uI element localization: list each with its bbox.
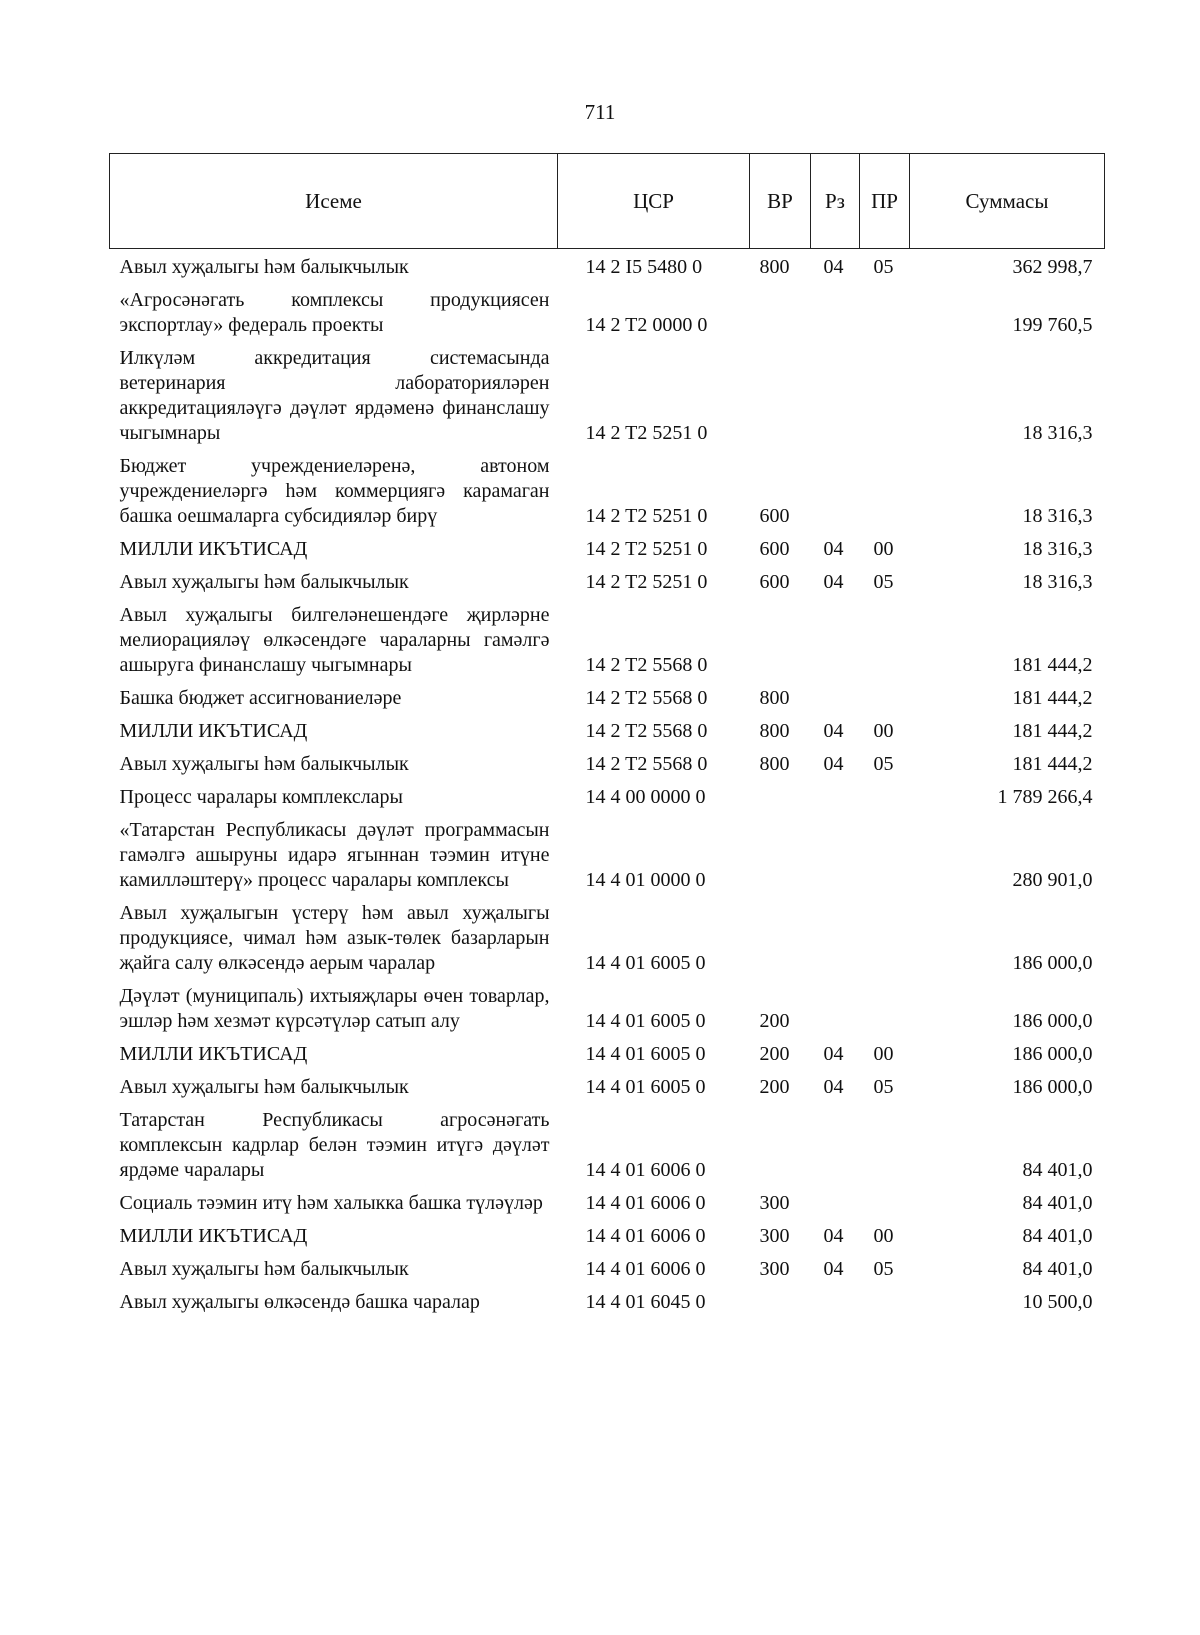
cell-pr — [860, 1286, 910, 1319]
cell-pr: 00 — [873, 538, 894, 560]
cell-pr — [860, 682, 910, 715]
cell-vr — [750, 781, 811, 814]
cell-csr: 14 2 T2 5251 0 — [585, 505, 708, 527]
cell-csr: 14 2 T2 5568 0 — [585, 687, 708, 709]
cell-vr: 600 — [759, 571, 790, 593]
cell-vr: 300 — [759, 1192, 790, 1214]
cell-name: Процесс чаралары комплекслары — [119, 786, 403, 808]
cell-sum: 1 789 266,4 — [997, 786, 1093, 808]
cell-rz — [811, 1104, 860, 1187]
cell-sum: 18 316,3 — [1022, 571, 1093, 593]
cell-pr: 05 — [873, 256, 894, 278]
header-csr: ЦСР — [558, 154, 750, 249]
cell-csr: 14 4 01 6005 0 — [585, 1076, 706, 1098]
cell-pr: 00 — [873, 1225, 894, 1247]
cell-pr: 00 — [873, 720, 894, 742]
cell-csr: 14 2 T2 5251 0 — [585, 538, 708, 560]
cell-sum: 84 401,0 — [1022, 1225, 1093, 1247]
cell-name: Авыл хуҗалыгы һәм балыкчылык — [119, 753, 409, 775]
cell-vr: 800 — [759, 256, 790, 278]
cell-pr — [860, 284, 910, 342]
cell-vr — [750, 897, 811, 980]
table-row — [110, 980, 1105, 1038]
cell-csr: 14 2 T2 5251 0 — [585, 571, 708, 593]
cell-pr: 05 — [873, 1076, 894, 1098]
table-row — [110, 897, 1105, 980]
cell-rz — [811, 814, 860, 897]
cell-name: Бюджет учреждениеләренә, автоном учреждениеләргә һәм коммерциягә карамаган башка оешмаларга субсидияләр бирү — [119, 455, 550, 527]
cell-rz: 04 — [823, 1225, 844, 1247]
table-row — [110, 1104, 1105, 1187]
table-row — [110, 781, 1105, 814]
cell-rz — [811, 1286, 860, 1319]
cell-name: МИЛЛИ ИКЪТИСАД — [119, 1043, 308, 1065]
cell-csr: 14 4 01 0000 0 — [585, 869, 706, 891]
cell-vr: 600 — [759, 538, 790, 560]
cell-sum: 362 998,7 — [1012, 256, 1093, 278]
cell-name: Дәүләт (муниципаль) ихтыяҗлары өчен товарлар, эшләр һәм хезмәт күрсәтүләр сатып алу — [119, 985, 550, 1032]
cell-csr: 14 4 01 6005 0 — [585, 1010, 706, 1032]
cell-vr — [750, 1104, 811, 1187]
cell-vr — [750, 284, 811, 342]
header-name: Исеме — [110, 154, 558, 249]
cell-sum: 18 316,3 — [1022, 538, 1093, 560]
cell-csr: 14 2 I5 5480 0 — [585, 256, 703, 278]
cell-name: «Агросәнәгать комплексы продукциясен экспортлау» федераль проекты — [119, 289, 550, 336]
header-sum: Суммасы — [910, 154, 1105, 249]
cell-vr: 200 — [759, 1043, 790, 1065]
table-row — [110, 599, 1105, 682]
cell-name: Авыл хуҗалыгы һәм балыкчылык — [119, 1076, 409, 1098]
cell-name: Авыл хуҗалыгы өлкәсендә башка чаралар — [119, 1291, 480, 1313]
cell-csr: 14 4 01 6005 0 — [585, 1043, 706, 1065]
cell-pr — [860, 980, 910, 1038]
cell-sum: 84 401,0 — [1022, 1192, 1093, 1214]
cell-name: Социаль тәэмин итү һәм халыкка башка түләүләр — [119, 1192, 543, 1214]
cell-rz: 04 — [823, 538, 844, 560]
cell-csr: 14 2 T2 0000 0 — [585, 314, 708, 336]
table-row — [110, 249, 1105, 285]
cell-csr: 14 4 00 0000 0 — [585, 786, 706, 808]
cell-pr — [860, 1187, 910, 1220]
cell-name: Авыл хуҗалыгы һәм балыкчылык — [119, 571, 409, 593]
table-header — [110, 154, 1105, 249]
cell-sum: 18 316,3 — [1022, 422, 1093, 444]
cell-vr: 200 — [759, 1010, 790, 1032]
cell-vr: 200 — [759, 1076, 790, 1098]
cell-name: Татарстан Республикасы агросәнәгать комплексын кадрлар белән тәэмин итүгә дәүләт ярдәме чаралары — [119, 1109, 550, 1181]
cell-name: Авыл хуҗалыгы һәм балыкчылык — [119, 1258, 409, 1280]
header-rz: Рз — [811, 154, 860, 249]
cell-vr: 800 — [759, 720, 790, 742]
cell-rz: 04 — [823, 1258, 844, 1280]
cell-vr — [750, 1286, 811, 1319]
cell-sum: 186 000,0 — [1012, 1043, 1093, 1065]
table-row — [110, 566, 1105, 599]
table-row — [110, 533, 1105, 566]
cell-csr: 14 4 01 6006 0 — [585, 1192, 706, 1214]
cell-rz — [811, 682, 860, 715]
cell-sum: 181 444,2 — [1012, 687, 1093, 709]
table-row — [110, 682, 1105, 715]
table-row — [110, 814, 1105, 897]
cell-sum: 186 000,0 — [1012, 1010, 1093, 1032]
cell-rz — [811, 897, 860, 980]
cell-pr — [860, 897, 910, 980]
table-row — [110, 342, 1105, 450]
cell-name: Авыл хуҗалыгы һәм балыкчылык — [119, 256, 409, 278]
cell-rz: 04 — [823, 1043, 844, 1065]
cell-vr: 600 — [759, 505, 790, 527]
cell-sum: 186 000,0 — [1012, 1076, 1093, 1098]
cell-pr — [860, 814, 910, 897]
table-row — [110, 1253, 1105, 1286]
cell-csr: 14 2 T2 5251 0 — [585, 422, 708, 444]
cell-vr: 800 — [759, 753, 790, 775]
table-body — [110, 249, 1105, 1320]
cell-name: Башка бюджет ассигнованиеләре — [119, 687, 402, 709]
cell-rz: 04 — [823, 256, 844, 278]
cell-name: «Татарстан Республикасы дәүләт программасын гамәлгә ашыруны идарә ягыннан тәэмин итүне камилләштерү» процесс чаралары комплексы — [119, 819, 550, 891]
cell-sum: 18 316,3 — [1022, 505, 1093, 527]
cell-sum: 280 901,0 — [1012, 869, 1093, 891]
cell-vr — [750, 814, 811, 897]
cell-name: Авыл хуҗалыгы билгеләнешендәге җирләрне мелиорацияләү өлкәсендәге чараларны гамәлгә ашыруга финанслашу чыгымнары — [119, 604, 550, 676]
table-row — [110, 715, 1105, 748]
page-number: 711 — [584, 100, 616, 124]
cell-csr: 14 4 01 6006 0 — [585, 1159, 706, 1181]
cell-sum: 181 444,2 — [1012, 753, 1093, 775]
cell-sum: 84 401,0 — [1022, 1159, 1093, 1181]
cell-pr — [860, 342, 910, 450]
header-pr: ПР — [860, 154, 910, 249]
cell-pr: 05 — [873, 571, 894, 593]
table-row — [110, 1071, 1105, 1104]
table-row — [110, 1220, 1105, 1253]
cell-pr — [860, 1104, 910, 1187]
cell-rz — [811, 1187, 860, 1220]
cell-csr: 14 4 01 6006 0 — [585, 1225, 706, 1247]
cell-sum: 186 000,0 — [1012, 952, 1093, 974]
cell-sum: 181 444,2 — [1012, 720, 1093, 742]
cell-vr: 300 — [759, 1225, 790, 1247]
cell-pr — [860, 450, 910, 533]
cell-pr: 05 — [873, 1258, 894, 1280]
table-row — [110, 748, 1105, 781]
cell-rz: 04 — [823, 1076, 844, 1098]
table-row — [110, 450, 1105, 533]
cell-rz: 04 — [823, 571, 844, 593]
cell-pr — [860, 599, 910, 682]
cell-name: МИЛЛИ ИКЪТИСАД — [119, 538, 308, 560]
cell-sum: 199 760,5 — [1012, 314, 1093, 336]
cell-vr — [750, 599, 811, 682]
cell-rz — [811, 342, 860, 450]
cell-name: Авыл хуҗалыгын үстерү һәм авыл хуҗалыгы продукциясе, чимал һәм азык-төлек базарларын җайга салу өлкәсендә аерым чаралар — [119, 902, 550, 974]
cell-vr: 800 — [759, 687, 790, 709]
cell-csr: 14 2 T2 5568 0 — [585, 753, 708, 775]
cell-sum: 10 500,0 — [1022, 1291, 1093, 1313]
table-row — [110, 1286, 1105, 1319]
cell-rz: 04 — [823, 753, 844, 775]
cell-csr: 14 4 01 6005 0 — [585, 952, 706, 974]
table-row — [110, 1038, 1105, 1071]
cell-csr: 14 2 T2 5568 0 — [585, 720, 708, 742]
cell-name: Илкүләм аккредитация системасында ветеринария лабораторияләрен аккредитацияләүгә дәүләт ярдәменә финанслашу чыгымнары — [119, 347, 550, 444]
cell-rz — [811, 980, 860, 1038]
cell-pr — [860, 781, 910, 814]
cell-pr: 00 — [873, 1043, 894, 1065]
cell-rz — [811, 284, 860, 342]
budget-table — [109, 153, 1105, 1319]
cell-rz: 04 — [823, 720, 844, 742]
cell-vr: 300 — [759, 1258, 790, 1280]
cell-vr — [750, 342, 811, 450]
cell-rz — [811, 781, 860, 814]
cell-sum: 181 444,2 — [1012, 654, 1093, 676]
cell-name: МИЛЛИ ИКЪТИСАД — [119, 1225, 308, 1247]
cell-rz — [811, 450, 860, 533]
cell-sum: 84 401,0 — [1022, 1258, 1093, 1280]
table-row — [110, 284, 1105, 342]
table-row — [110, 1187, 1105, 1220]
cell-csr: 14 4 01 6006 0 — [585, 1258, 706, 1280]
cell-csr: 14 4 01 6045 0 — [585, 1291, 706, 1313]
cell-pr: 05 — [873, 753, 894, 775]
cell-csr: 14 2 T2 5568 0 — [585, 654, 708, 676]
cell-rz — [811, 599, 860, 682]
header-vr: ВР — [750, 154, 811, 249]
cell-name: МИЛЛИ ИКЪТИСАД — [119, 720, 308, 742]
